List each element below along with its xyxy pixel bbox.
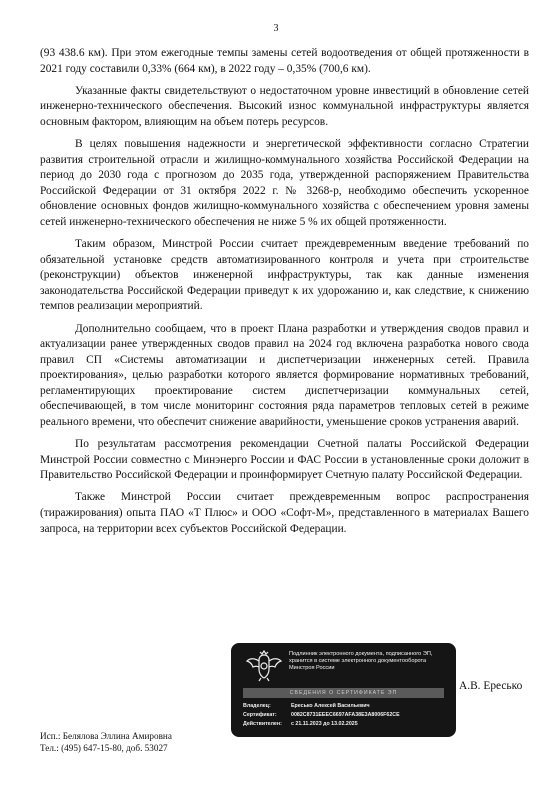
electronic-signature-stamp bbox=[231, 643, 456, 737]
paragraph: Указанные факты свидетельствуют о недостаточном уровне инвестиций в обновление сетей инженерно-технического обеспечения. Высокий износ коммунальной инфраструктуры является основным фактором, влияющим на объем потерь ресурсов. bbox=[40, 84, 529, 128]
paragraph: Также Минстрой России считает преждевременным вопрос распространения (тиражирования) опыта ПАО «Т Плюс» и ООО «Софт-М», представленного в материалах Вашего запроса, на территории всех субъектов Российской Федерации. bbox=[40, 491, 529, 535]
owner-label: Владелец: bbox=[243, 703, 271, 709]
paragraph: В целях повышения надежности и энергетической эффективности согласно Стратегии развития строительной отрасли и жилищно-коммунального хозяйства Российской Федерации на период до 2030 года с прогнозом до 2035 года, утвержденной распоряжением Правительства Российской Федерации от 31 октября 2022 г. № 3268-р, необходимо обеспечить ускоренное обновление основных фондов жилищно-коммунального хозяйства с обеспечением уровня замены сетей инженерно-технического обеспечения не ниже 5 % их общей протяженности. bbox=[40, 137, 529, 228]
cert-owner-row bbox=[243, 702, 448, 711]
paragraph: Таким образом, Минстрой России считает преждевременным введение требований по обязательной установке средств автоматизированного контроля и учета при строительстве (реконструкции) объектов инженерной инфраструктуры, так как данные изменения законодательства Российской Федерации приведут к их удорожанию и, как следствие, к снижению темпов реализации мероприятий. bbox=[40, 238, 529, 313]
cert-heading: СВЕДЕНИЯ О СЕРТИФИКАТЕ ЭП bbox=[243, 688, 444, 698]
owner-value: Ересько Алексей Васильевич bbox=[291, 703, 370, 709]
coat-of-arms-icon bbox=[244, 649, 284, 683]
cert-value: 0082C8731EEEC6697AFA38E3A8006F62CE bbox=[291, 712, 400, 719]
paragraph: (93 438.6 км). При этом ежегодные темпы замены сетей водоотведения от общей протяженности в 2021 году составили 0,33% (664 км), в 2022 году – 0,35% (700,6 км). bbox=[40, 47, 529, 75]
cert-number-row bbox=[243, 711, 448, 720]
signer-name: А.В. Ересько bbox=[459, 680, 523, 692]
cert-validity-row bbox=[243, 720, 448, 729]
paragraph: Дополнительно сообщаем, что в проект Плана разработки и утверждения сводов правил и актуализации ранее утвержденных сводов правил на 2024 год включена разработка нового свода правил СП «Системы автоматизации и диспетчеризации инженерных сетей. Правила проектирования», целью разработки которого является формирование нормативных требований, регламентирующих проектирование систем диспетчеризации коммунальных сетей, обеспечивающей, в том числе мониторинг состояния ряда параметров тепловых сетей в режиме реального времени, что обеспечит снижение аварийности, уменьшение сроков устранения аварий. bbox=[40, 322, 529, 429]
letter-body bbox=[40, 46, 529, 544]
valid-label: Действителен: bbox=[243, 721, 282, 728]
executor-phone: Тел.: (495) 647-15-80, доб. 53027 bbox=[40, 743, 168, 753]
cert-label: Сертификат: bbox=[243, 712, 277, 719]
executor-info bbox=[40, 730, 172, 754]
cert-details bbox=[243, 702, 448, 730]
stamp-title: Подлинник электронного документа, подписанного ЭП, хранится в системе электронного документооборота Минстроя России bbox=[289, 651, 433, 671]
paragraph: По результатам рассмотрения рекомендации Счетной палаты Российской Федерации Минстрой России совместно с Минэнерго России и ФАС России в установленные сроки доложит в Правительство Российской Федерации и проинформирует Счетную палату Российской Федерации. bbox=[40, 438, 529, 482]
executor-name: Исп.: Белялова Эллина Амировна bbox=[40, 731, 172, 741]
valid-value: с 21.11.2023 до 13.02.2025 bbox=[291, 721, 358, 728]
page-number: 3 bbox=[273, 23, 279, 34]
